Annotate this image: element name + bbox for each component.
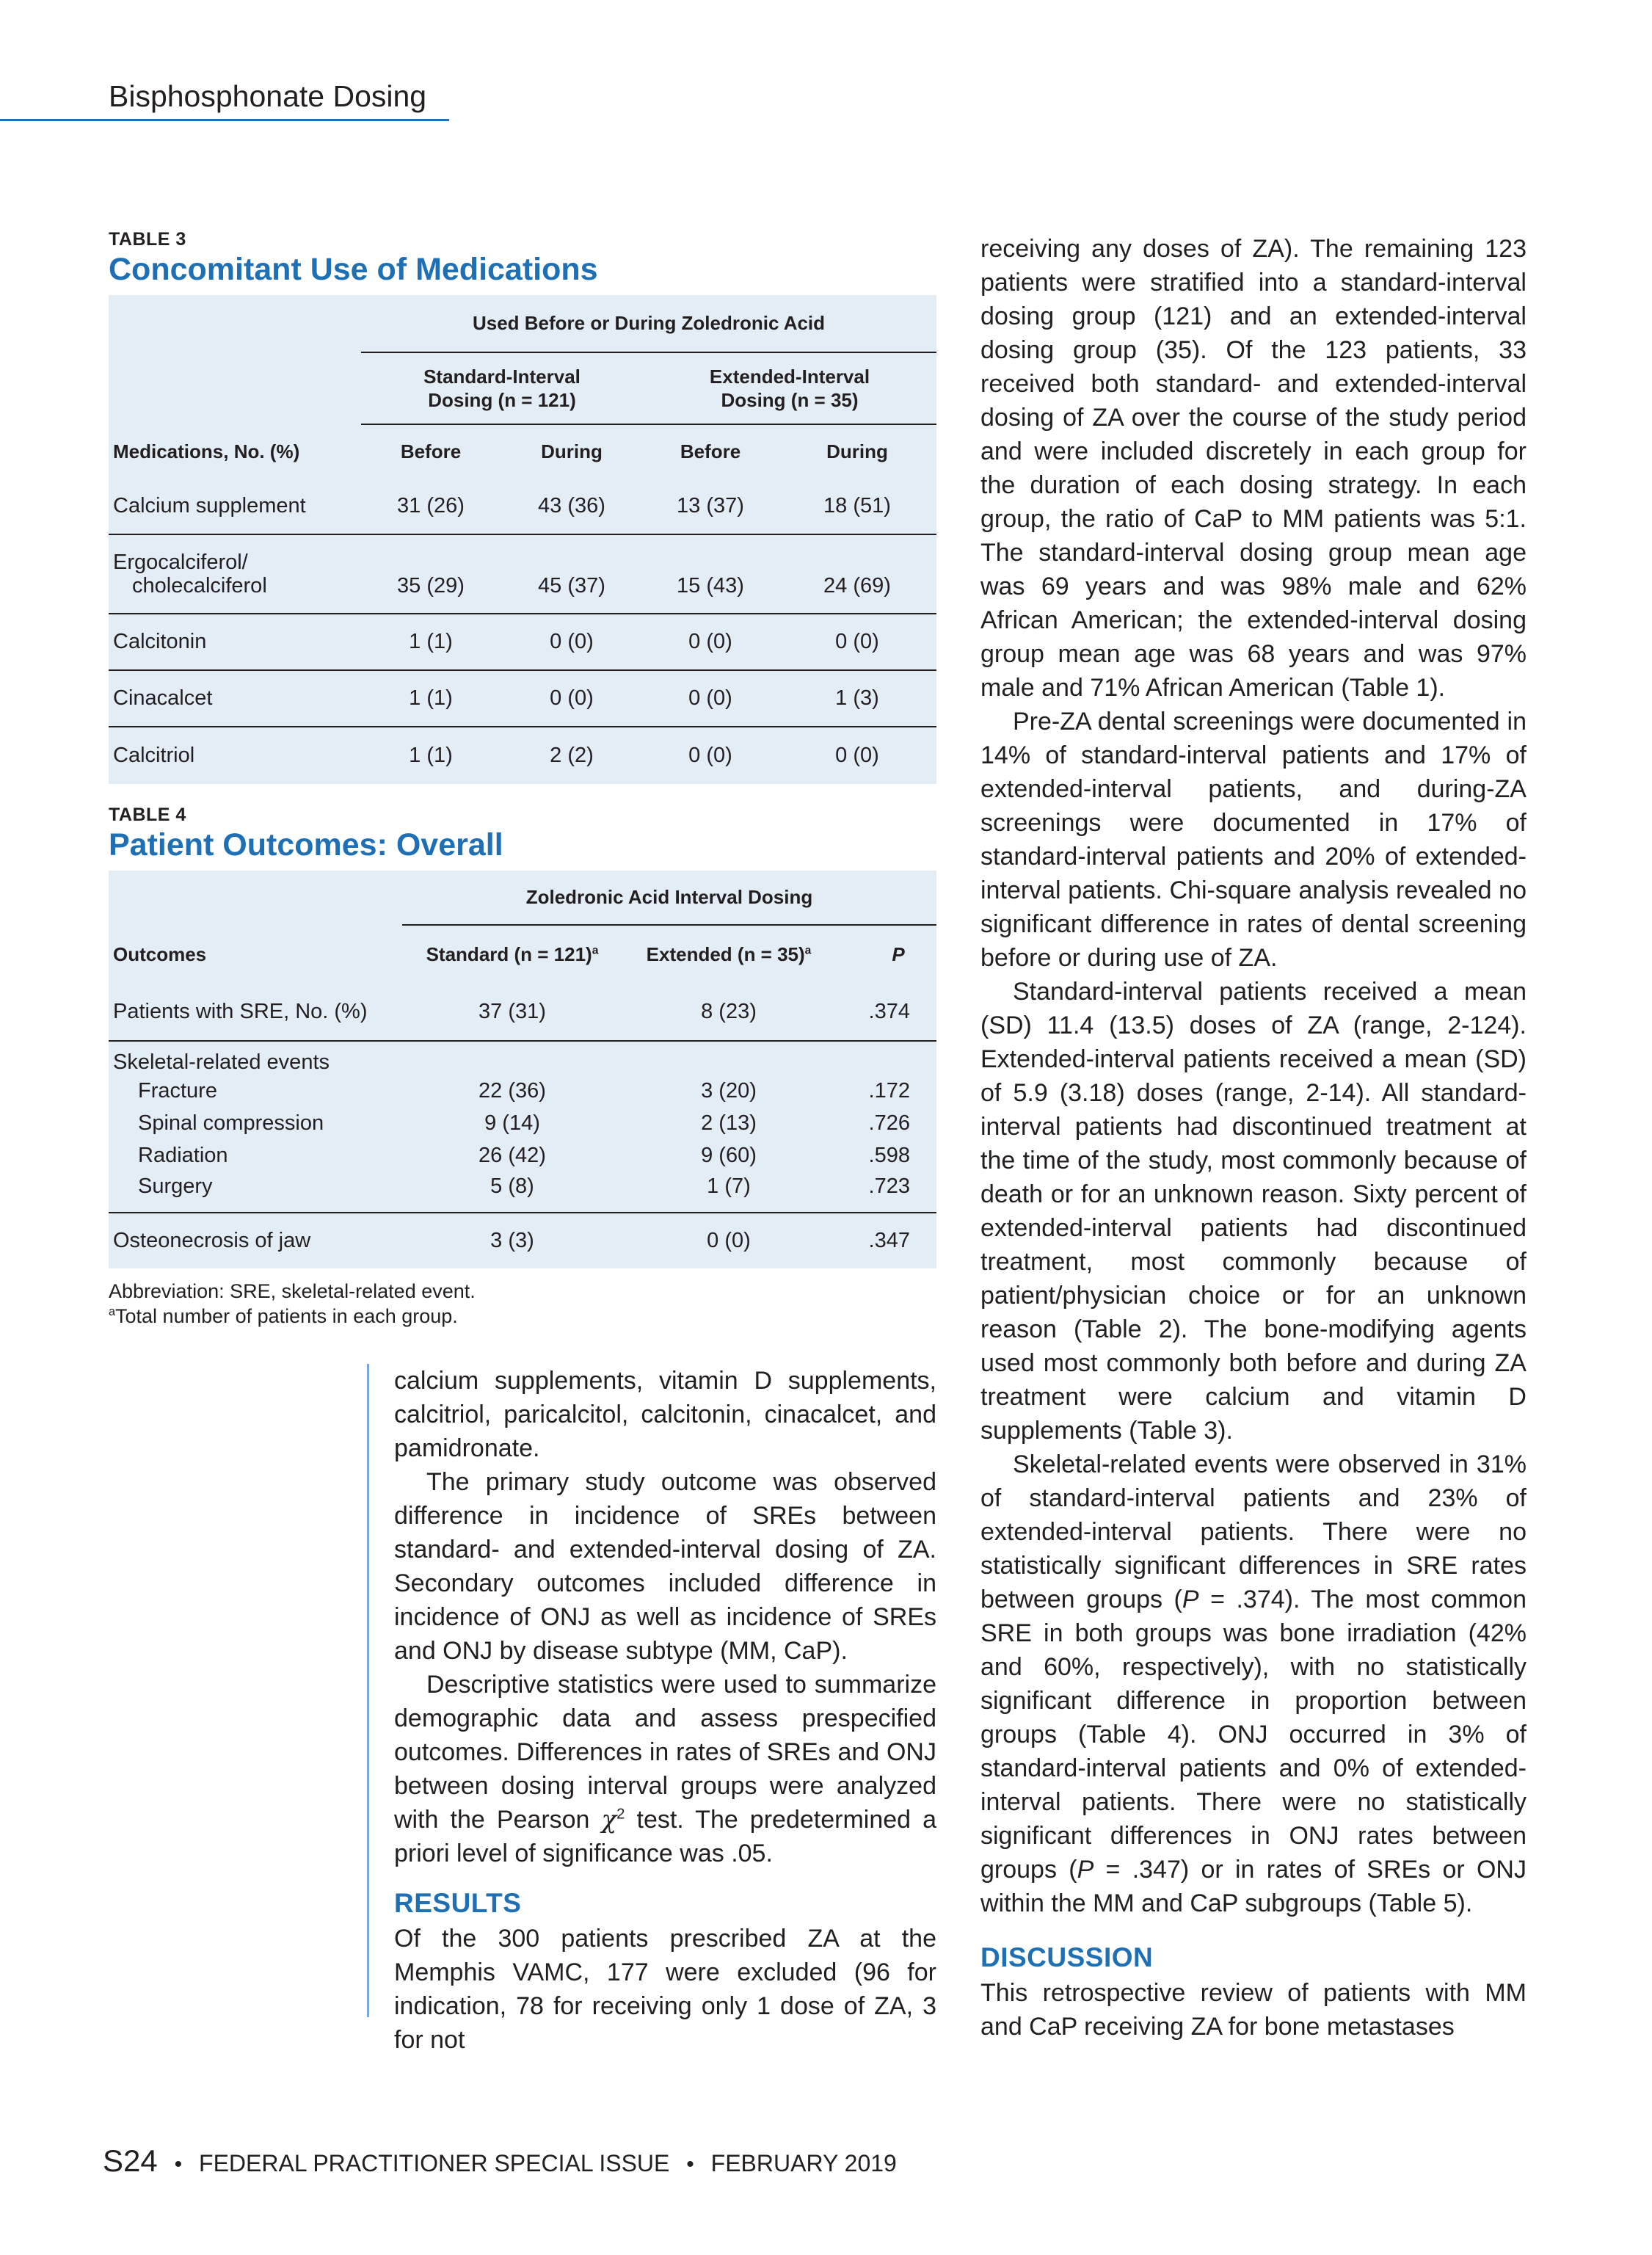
table3-col-during: During (826, 440, 888, 462)
table4-label: TABLE 4 (109, 805, 186, 825)
table-row: Ergocalciferol/ cholecalciferol 35 (29) 45 (37) 15 (43) 24 (69) (109, 534, 936, 614)
paragraph: Of the 300 patients prescribed ZA at the Memphis VAMC, 177 were excluded (96 for indication, 78 for receiving only 1 dose of ZA, 3 for not (394, 1925, 936, 2054)
paragraph: The primary study outcome was observed difference in incidence of SREs between standard- and extended-interval dosing of ZA. Secondary outcomes included difference in incidence of ONJ as well as incidence of SREs and ONJ by disease subtype (MM, CaP). (394, 1468, 936, 1665)
tables-column (109, 229, 936, 1329)
table-row: Calcium supplement 31 (26) 43 (36) 13 (37) 18 (51) (109, 479, 936, 534)
table3-col-before: Before (400, 440, 462, 462)
running-head: Bisphosphonate Dosing (109, 79, 427, 113)
paragraph: calcium supplements, vitamin D supplements, calcitriol, paricalcitol, calcitonin, cinacalcet, and pamidronate. (394, 1367, 936, 1462)
table4-col-p: P (892, 943, 905, 965)
page-number: S24 (103, 2143, 158, 2178)
table4-footnotes (109, 1279, 936, 1329)
table-row: Fracture 22 (36) 3 (20) .172 (138, 1078, 910, 1103)
bullet-separator: • (686, 2152, 694, 2176)
table4-spanner: Zoledronic Acid Interval Dosing (402, 871, 936, 925)
table3-group1: Standard-Interval Dosing (n = 121) (361, 352, 643, 424)
table3-col-medications: Medications, No. (%) (113, 440, 300, 462)
table3-title: Concomitant Use of Medications (109, 252, 598, 287)
running-head-rule (0, 119, 449, 121)
methods-text-column (367, 1364, 937, 2054)
table4-title: Patient Outcomes: Overall (109, 827, 503, 863)
table-row: Radiation 26 (42) 9 (60) .598 (138, 1143, 910, 1167)
paragraph: receiving any doses of ZA). The remaining 123 patients were stratified into a standard-interval dosing group (121) and an extended-interval dosing group (35). Of the 123 patients, 33 received both standard- and extended-interval dosing of ZA over the course of the study period and were included discretely in each group for the duration of each dosing strategy. In each group, the ratio of CaP to MM patients was 5:1. The standard-interval dosing group mean age was 69 years and was 98% male and 62% African American; the extended-interval dosing group mean age was 68 years and was 97% male and 71% African American (Table 1). (980, 235, 1527, 702)
table-row: Osteonecrosis of jaw 3 (3) 0 (0) .347 (113, 1229, 910, 1252)
paragraph: Descriptive statistics were used to summarize demographic data and assess prespecified outcomes. Differences in rates of SREs and ONJ between dosing interval groups were analyzed with the Pearson $\chi^2$ test. The predetermined a priori level of significance was .05. (394, 1671, 937, 1867)
paragraph: Standard-interval patients received a mean (SD) 11.4 (13.5) doses of ZA (range, 2-124). Extended-interval patients received a mean (SD) of 5.9 (3.18) doses (range, 2-14). All standard-interval patients had discontinued treatment at the time of the study, most commonly because of death or for an unknown reason. Sixty percent of extended-interval patients had discontinued treatment, most commonly because of patient/physician choice or for an unknown reason (Table 2). The bone-modifying agents used most commonly both before and during ZA treatment were calcium and vitamin D supplements (Table 3). (980, 978, 1527, 1445)
discussion-heading: DISCUSSION (980, 1942, 1154, 1972)
table3-label: TABLE 3 (109, 229, 186, 250)
table-row: Spinal compression 9 (14) 2 (13) .726 (138, 1111, 910, 1135)
issue-date: FEBRUARY 2019 (710, 2150, 897, 2176)
table3 (109, 295, 936, 784)
table-row: Calcitonin 1 (1) 0 (0) 0 (0) 0 (0) (109, 614, 936, 670)
table-row: Surgery 5 (8) 1 (7) .723 (109, 1172, 936, 1213)
paragraph: Pre-ZA dental screenings were documented in 14% of standard-interval patients and 17% of extended-interval patients, and during-ZA screenings were documented in 17% of standard-interval patients and 20% of extended-interval patients. Chi-square analysis revealed no significant difference in rates of dental screening before or during use of ZA. (980, 708, 1527, 972)
abbreviation-note: Abbreviation: SRE, skeletal-related event. (109, 1280, 476, 1302)
table4-col-standard: Standard (n = 121)$^a$ (426, 943, 599, 965)
table4-col-outcomes: Outcomes (113, 943, 207, 965)
table3-group2: Extended-Interval Dosing (n = 35) (643, 352, 936, 424)
table-row: Calcitriol 1 (1) 2 (2) 0 (0) 0 (0) (113, 744, 879, 767)
table3-spanner: Used Before or During Zoledronic Acid (361, 295, 936, 352)
paragraph: This retrospective review of patients with MM and CaP receiving ZA for bone metastases (980, 1979, 1527, 2041)
journal-name: FEDERAL PRACTITIONER SPECIAL ISSUE (199, 2150, 670, 2176)
paragraph: Skeletal-related events were observed in 31% of standard-interval patients and 23% of extended-interval patients. There were no statistically significant differences in SRE rates between groups (P = .374). The most common SRE in both groups was bone irradiation (42% and 60%, respectively), with no statistically significant difference in proportion between groups (Table 4). ONJ occurred in 3% of standard-interval patients and 0% of extended-interval patients. There were no statistically significant differences in ONJ rates between groups (P = .347) or in rates of SREs or ONJ within the MM and CaP subgroups (Table 5). (980, 1450, 1527, 1917)
table3-col-before: Before (680, 440, 741, 462)
table-row: Skeletal-related events (113, 1050, 330, 1074)
page-footer (103, 2143, 897, 2179)
table-row: Cinacalcet 1 (1) 0 (0) 0 (0) 1 (3) (109, 670, 936, 727)
table4 (109, 871, 936, 1268)
table4-col-extended: Extended (n = 35)$^a$ (646, 943, 812, 965)
table3-col-during: During (541, 440, 603, 462)
table-row: Patients with SRE, No. (%) 37 (31) 8 (23) .374 (109, 984, 936, 1041)
footnote-a: $^a$Total number of patients in each group. (109, 1305, 458, 1327)
results-heading: RESULTS (394, 1888, 522, 1918)
bullet-separator: • (174, 2152, 183, 2176)
results-text-column (980, 232, 1527, 2044)
